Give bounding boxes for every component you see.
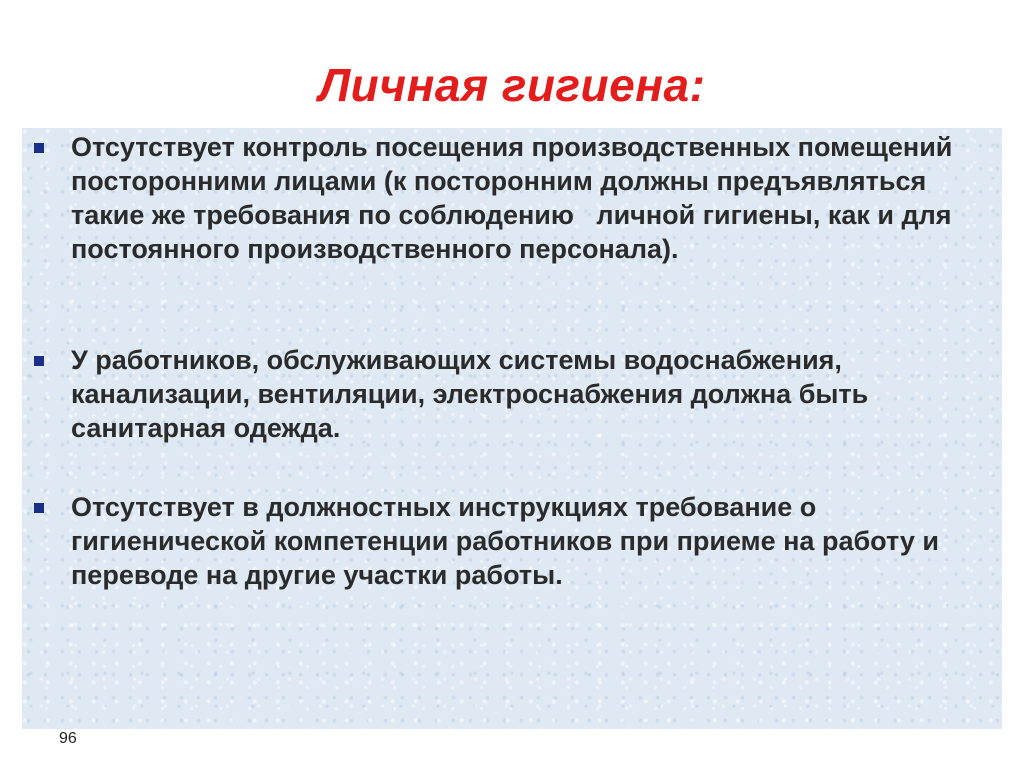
bullet-text: Отсутствует контроль посещения производственных помещений посторонними лицами (к посторонним должны предъявляться такие же требования по соблюдению личной гигиены, как и для постоянного производственного персонала).: [71, 132, 960, 264]
square-bullet-icon: [34, 356, 44, 366]
square-bullet-icon: [34, 503, 44, 513]
bullet-item: [34, 490, 984, 592]
bullet-item: [34, 130, 984, 266]
slide-title: Личная гигиена:: [318, 59, 706, 111]
bullet-item: [34, 343, 984, 445]
bullet-text: У работников, обслуживающих системы водоснабжения, канализации, вентиляции, электроснабжения должна быть санитарная одежда.: [71, 345, 876, 443]
content-panel: [22, 128, 1002, 729]
bullet-text: Отсутствует в должностных инструкциях требование о гигиенической компетенции работников при приеме на работу и переводе на другие участки работы.: [71, 492, 947, 590]
page-number: 96: [59, 730, 77, 747]
square-bullet-icon: [34, 143, 44, 153]
